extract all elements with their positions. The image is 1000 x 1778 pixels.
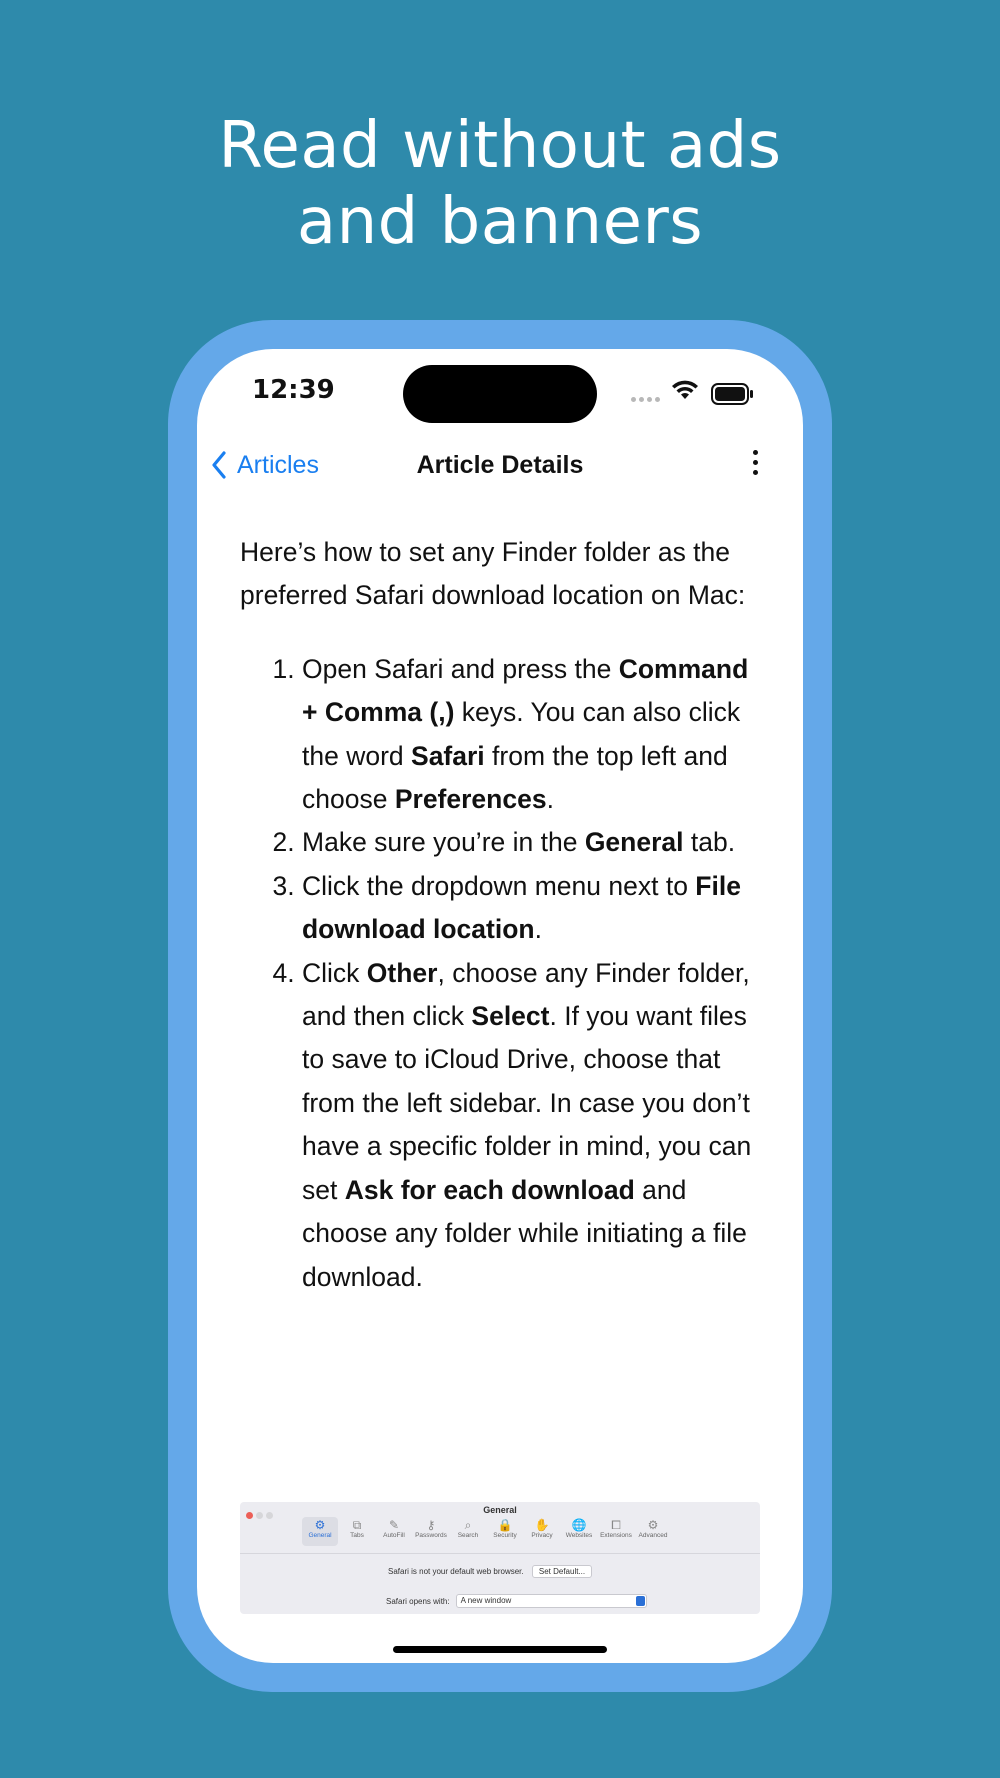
default-browser-row — [388, 1565, 592, 1578]
headline-line-1: Read without ads — [218, 109, 782, 183]
pref-tab-icon: ⧉ — [352, 1518, 362, 1532]
pref-tab-label: General — [308, 1532, 332, 1539]
step-item — [302, 952, 760, 1299]
pref-tab-label: AutoFill — [383, 1532, 405, 1539]
pref-tab-label: Extensions — [600, 1532, 632, 1539]
step-text: . — [546, 784, 554, 815]
step-text: Click — [302, 957, 367, 988]
pref-tab-search — [450, 1517, 486, 1546]
back-button-label: Articles — [237, 450, 319, 479]
pref-tab-label: Security — [493, 1532, 517, 1539]
opens-with-value: A new window — [460, 1596, 512, 1605]
step-item — [302, 648, 760, 822]
step-item — [302, 821, 760, 864]
pref-tab-icon: ✎ — [388, 1518, 400, 1532]
pref-tab-label: Tabs — [350, 1532, 364, 1539]
status-time: 12:39 — [252, 375, 335, 405]
pref-tab-icon: ⧠ — [611, 1518, 621, 1532]
battery-icon — [711, 383, 755, 405]
preferences-toolbar — [302, 1517, 672, 1546]
pref-tab-privacy — [524, 1517, 560, 1546]
step-text: Make sure you’re in the — [302, 827, 585, 858]
pref-tab-icon: ⚙ — [314, 1518, 326, 1532]
cellular-signal-icon — [631, 389, 663, 407]
page-title: Article Details — [416, 451, 584, 479]
safari-preferences-screenshot — [240, 1502, 760, 1614]
pref-tab-icon: ⚷ — [426, 1518, 436, 1532]
opens-with-label: Safari opens with: — [386, 1596, 450, 1606]
step-text: . If you want files to save to iCloud Drive, choose that from the left sidebar. In case you don’t have a specific folder in mind, you can set — [302, 1001, 752, 1205]
divider — [240, 1553, 760, 1554]
pref-tab-security — [487, 1517, 523, 1546]
headline-line-2: and banners — [296, 185, 704, 259]
back-button[interactable] — [211, 439, 319, 491]
step-text: Open Safari and press the — [302, 653, 619, 684]
step-bold-text: General — [584, 827, 684, 858]
pref-tab-general — [302, 1517, 338, 1546]
pref-tab-icon: ⌕ — [464, 1518, 472, 1532]
step-bold-text: Preferences — [394, 784, 547, 815]
pref-tab-websites — [561, 1517, 597, 1546]
step-bold-text: Ask for each download — [344, 1174, 635, 1205]
headline — [0, 108, 1000, 260]
pref-tab-icon: 🔒 — [497, 1518, 513, 1532]
chevron-left-icon — [211, 451, 227, 479]
step-text: , choose any Finder folder, and then click — [302, 957, 750, 1032]
pref-tab-passwords — [413, 1517, 449, 1546]
pref-tab-label: Websites — [565, 1532, 593, 1539]
wifi-icon — [671, 380, 699, 400]
opens-with-row — [386, 1594, 647, 1608]
pref-tab-icon: ✋ — [534, 1518, 550, 1532]
article-body — [240, 531, 760, 1299]
step-text: . — [534, 914, 542, 945]
pref-tab-label: Privacy — [531, 1532, 553, 1539]
pref-tab-label: Search — [457, 1532, 479, 1539]
chevron-updown-icon — [636, 1596, 645, 1606]
pref-tab-label: Advanced — [638, 1532, 668, 1539]
article-intro: Here’s how to set any Finder folder as the preferred Safari download location on Mac: — [240, 537, 746, 611]
ellipsis-vertical-icon[interactable] — [741, 445, 769, 485]
pref-tab-autofill — [376, 1517, 412, 1546]
pref-tab-label: Passwords — [415, 1532, 447, 1539]
pref-tab-extensions — [598, 1517, 634, 1546]
opens-with-select — [456, 1594, 647, 1608]
screenshot-title: General — [483, 1505, 517, 1515]
step-bold-text: Safari — [411, 740, 485, 771]
pref-tab-icon: 🌐 — [571, 1518, 587, 1532]
phone-screen — [197, 349, 803, 1663]
steps-list — [240, 648, 760, 1299]
pref-tab-tabs — [339, 1517, 375, 1546]
pref-tab-icon: ⚙ — [647, 1518, 659, 1532]
navigation-bar — [197, 439, 803, 491]
step-item — [302, 865, 760, 952]
step-bold-text: Other — [366, 957, 438, 988]
step-text: tab. — [683, 827, 736, 858]
step-bold-text: Select — [471, 1001, 550, 1032]
step-bold-text: File download location — [302, 870, 741, 945]
step-text: keys. You can also click the word — [302, 697, 741, 771]
pref-tab-advanced — [635, 1517, 671, 1546]
default-browser-text: Safari is not your default web browser. — [388, 1567, 524, 1576]
set-default-button: Set Default... — [532, 1565, 592, 1578]
step-text: from the top left and choose — [302, 740, 728, 815]
dynamic-island — [403, 365, 597, 423]
home-indicator[interactable] — [393, 1646, 607, 1653]
step-bold-text: Command + Comma (,) — [302, 653, 749, 728]
step-text: and choose any folder while initiating a file download. — [302, 1174, 747, 1292]
step-text: Click the dropdown menu next to — [302, 870, 696, 901]
